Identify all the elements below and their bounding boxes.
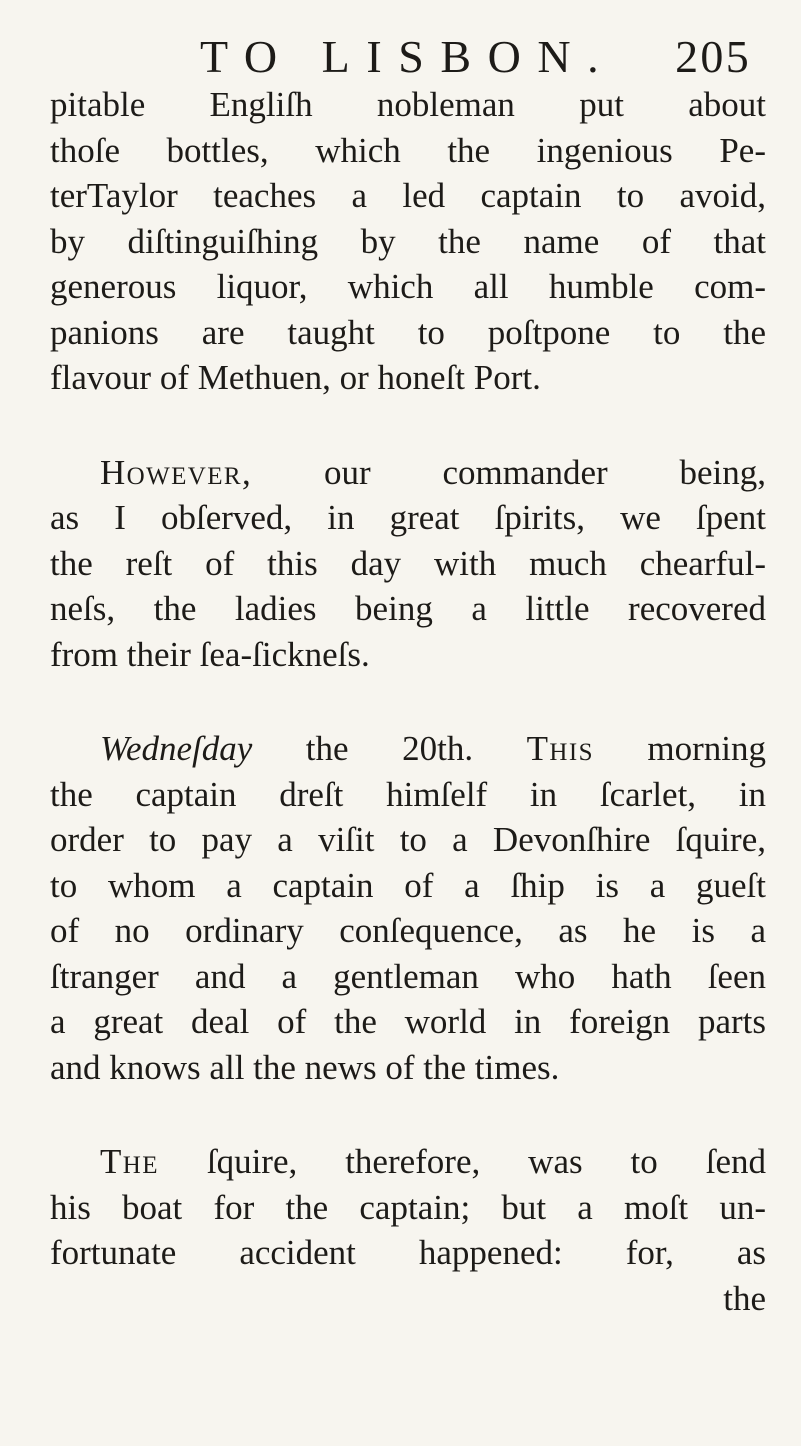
paragraph-3	[50, 726, 766, 1090]
paragraph-gap	[50, 677, 766, 726]
text-line: the reſt of this day with much chearful-	[50, 543, 766, 583]
lead-word: This	[526, 729, 594, 768]
paragraph-gap	[50, 1090, 766, 1139]
text-line: a great deal of the world in foreign parts	[50, 1002, 766, 1041]
body-text	[50, 82, 766, 1321]
text-line: of no ordinary conſequence, as he is a	[50, 911, 766, 950]
date-rest: the 20th.	[252, 729, 474, 768]
date-lead: Wedneſday	[100, 729, 253, 768]
page-number: 205	[675, 31, 751, 82]
lead-word: However,	[100, 452, 253, 492]
text-line: thoſe bottles, which the ingenious Pe-	[50, 130, 766, 170]
text-line: pitable Engliſh nobleman put about	[50, 85, 766, 124]
text-line: terTaylor teaches a led captain to avoid,	[50, 176, 766, 215]
text-line: fortunate accident happened: for, as	[50, 1233, 766, 1272]
text-line: as I obſerved, in great ſpirits, we ſpent	[50, 498, 766, 537]
line-rest: ſquire, therefore, was to ſend	[158, 1142, 766, 1181]
text-line: from their ſea-ſickneſs.	[50, 634, 370, 674]
text-line: panions are taught to poſtpone to the	[50, 312, 766, 352]
catchword: the	[723, 1278, 766, 1318]
text-line	[50, 1139, 766, 1185]
line-rest: morning	[593, 729, 767, 768]
paragraph-1	[50, 82, 766, 401]
text-line: by diſtinguiſhing by the name of that	[50, 221, 766, 261]
text-line: order to pay a viſit to a Devonſhire ſquire,	[50, 820, 766, 859]
text-line: his boat for the captain; but a moſt un-	[50, 1187, 766, 1227]
text-line: the captain dreſt himſelf in ſcarlet, in	[50, 774, 766, 814]
text-line: ſtranger and a gentleman who hath ſeen	[50, 956, 766, 996]
text-line: neſs, the ladies being a little recovered	[50, 589, 766, 628]
paragraph-4	[50, 1139, 766, 1276]
text-line	[50, 450, 766, 496]
paragraph-2	[50, 450, 766, 678]
line-rest: our commander being,	[252, 452, 766, 492]
text-line: generous liquor, which all humble com-	[50, 267, 766, 306]
text-line: to whom a captain of a ſhip is a gueſt	[50, 865, 766, 905]
text-line: flavour of Methuen, or honeſt Port.	[50, 358, 541, 397]
text-line: and knows all the news of the times.	[50, 1047, 560, 1087]
text-line	[50, 726, 766, 772]
lead-word: The	[100, 1142, 159, 1181]
running-title: TO LISBON.	[200, 31, 616, 82]
paragraph-gap	[50, 401, 766, 450]
